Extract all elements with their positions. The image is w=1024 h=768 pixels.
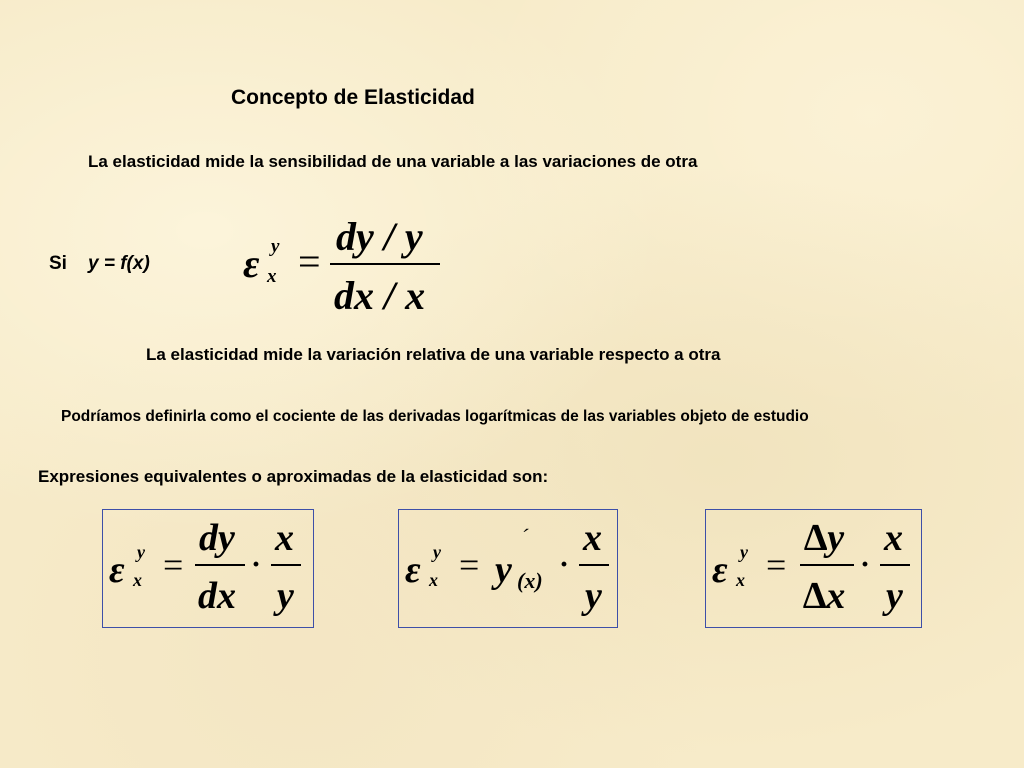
- subscript-x: x: [736, 570, 745, 590]
- fraction-bar: [330, 263, 440, 265]
- equals-sign: =: [163, 545, 184, 585]
- numerator-dy: dy: [199, 517, 235, 559]
- denominator-delta-x: ∆x: [803, 575, 846, 617]
- formula-box-derivative-function: [398, 509, 618, 628]
- fraction-bar: [271, 564, 301, 566]
- formula-box-discrete: [705, 509, 922, 628]
- dot-operator: ·: [860, 548, 871, 581]
- equivalent-expressions-heading: Expresiones equivalentes o aproximadas de la elasticidad son:: [38, 467, 549, 486]
- superscript-y: y: [137, 542, 145, 562]
- dot-operator: ·: [251, 548, 262, 581]
- subscript-x: x: [133, 570, 142, 590]
- superscript-y: y: [433, 542, 441, 562]
- log-derivative-text: Podríamos definirla como el cociente de las derivadas logarítmicas de las variables objeto de estudio: [61, 408, 809, 425]
- fraction-bar: [195, 564, 245, 566]
- prime-mark: ´: [521, 524, 529, 549]
- numerator-x: x: [583, 517, 602, 559]
- relative-variation-text: La elasticidad mide la variación relativa de una variable respecto a otra: [146, 345, 721, 364]
- superscript-y: y: [740, 542, 748, 562]
- equals-sign: =: [766, 545, 787, 585]
- fraction-numerator: dy / y: [336, 214, 423, 259]
- dot-operator: ·: [559, 548, 570, 581]
- denominator-dx: dx: [198, 575, 236, 617]
- function-argument: (x): [517, 568, 543, 593]
- fraction-bar: [880, 564, 910, 566]
- epsilon-symbol: ε: [405, 549, 421, 591]
- fraction-bar: [800, 564, 854, 566]
- denominator-y: y: [585, 575, 602, 617]
- superscript-y: y: [271, 236, 280, 257]
- numerator-delta-y: ∆y: [804, 517, 845, 559]
- equals-sign: =: [298, 239, 321, 284]
- equals-sign: =: [459, 545, 480, 585]
- slide-title: Concepto de Elasticidad: [231, 86, 475, 109]
- numerator-x: x: [884, 517, 903, 559]
- epsilon-symbol: ε: [712, 549, 728, 591]
- denominator-y: y: [886, 575, 903, 617]
- numerator-x: x: [275, 517, 294, 559]
- epsilon-symbol: ε: [243, 241, 260, 286]
- formula-box-derivative: [102, 509, 314, 628]
- denominator-y: y: [277, 575, 294, 617]
- si-expression: y = f(x): [88, 253, 150, 274]
- si-label: Si: [49, 253, 67, 274]
- fraction-bar: [579, 564, 609, 566]
- subscript-x: x: [429, 570, 438, 590]
- definition-text: La elasticidad mide la sensibilidad de una variable a las variaciones de otra: [88, 152, 698, 171]
- y-variable: y: [495, 549, 512, 591]
- subscript-x: x: [267, 266, 277, 287]
- epsilon-symbol: ε: [109, 549, 125, 591]
- fraction-denominator: dx / x: [334, 273, 426, 318]
